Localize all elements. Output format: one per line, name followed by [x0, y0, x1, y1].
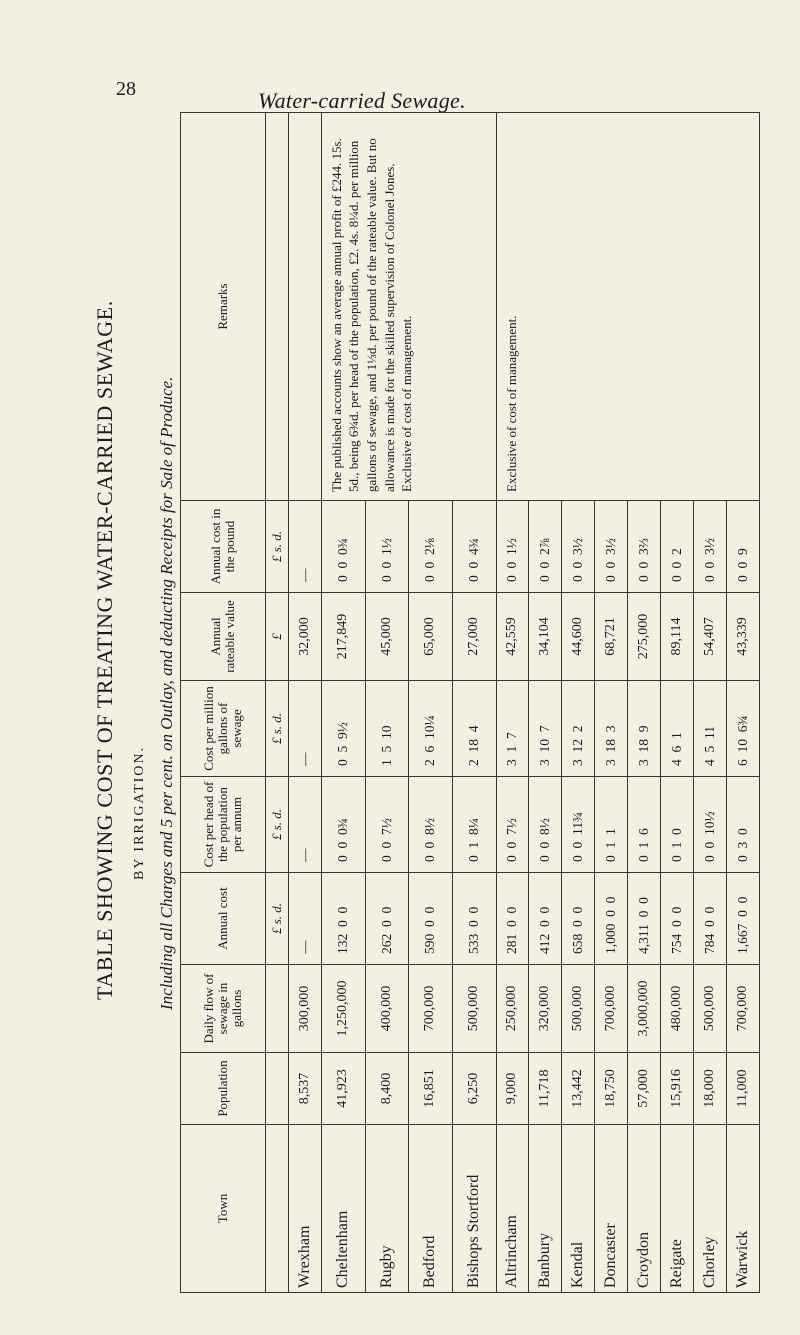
cell-cost-pound: 0 0 2: [661, 501, 694, 593]
cell-town: Doncaster: [595, 1125, 628, 1293]
cell-rateable: 275,000: [628, 593, 661, 681]
cell-cost-head: 0 1 1: [595, 777, 628, 873]
cell-town: Warwick: [726, 1125, 759, 1293]
table-row: [321, 113, 365, 1293]
cell-population: 18,000: [694, 1053, 727, 1125]
table-row: [289, 113, 322, 1293]
cell-cost-head: 0 1 8¼: [452, 777, 496, 873]
cell-flow: 1,250,000: [321, 965, 365, 1053]
header-town: Town: [181, 1125, 266, 1293]
table-title: TABLE SHOWING COST OF TREATING WATER-CARRIED SEWAGE.: [92, 300, 117, 1000]
cell-cost-pound: 0 0 0¾: [321, 501, 365, 593]
cell-cost-pound: 0 0 2⅞: [529, 501, 562, 593]
cell-cost-million: —: [289, 681, 322, 777]
cell-rateable: 34,104: [529, 593, 562, 681]
cell-rateable: 44,600: [562, 593, 595, 681]
cell-flow: 700,000: [726, 965, 759, 1053]
cell-flow: 700,000: [595, 965, 628, 1053]
cell-cost-head: 0 0 11¾: [562, 777, 595, 873]
cell-cost-pound: 0 0 9: [726, 501, 759, 593]
cell-population: 15,916: [661, 1053, 694, 1125]
cell-rateable: 43,339: [726, 593, 759, 681]
cell-rateable: 65,000: [409, 593, 453, 681]
cell-town: Altrincham: [496, 1125, 529, 1293]
cell-flow: 480,000: [661, 965, 694, 1053]
cell-cost-million: 3 18 9: [628, 681, 661, 777]
cell-remarks-cheltenham-group: [321, 113, 496, 501]
remark-exclusive-note: Exclusive of cost of management.: [503, 315, 519, 492]
cell-population: 9,000: [496, 1053, 529, 1125]
remark-exclusive-note: Exclusive of cost of management.: [399, 315, 415, 492]
cell-rateable: 32,000: [289, 593, 322, 681]
cell-population: 16,851: [409, 1053, 453, 1125]
cell-town: Rugby: [365, 1125, 409, 1293]
cell-flow: 400,000: [365, 965, 409, 1053]
cell-population: 8,537: [289, 1053, 322, 1125]
cell-cost-head: 0 0 10½: [694, 777, 727, 873]
cell-cost-pound: 0 0 1½: [365, 501, 409, 593]
cell-annual-cost: 281 0 0: [496, 873, 529, 965]
header-cost-million: Cost per million gallons of sewage: [181, 681, 266, 777]
cell-cost-million: 3 10 7: [529, 681, 562, 777]
cell-cost-pound: 0 0 3½: [562, 501, 595, 593]
cell-annual-cost: 658 0 0: [562, 873, 595, 965]
cell-population: 57,000: [628, 1053, 661, 1125]
cell-flow: 320,000: [529, 965, 562, 1053]
table-caption: Including all Charges and 5 per cent. on Outlay, and deducting Receipts for Sale of Produce.: [157, 376, 176, 1010]
cell-town: Cheltenham: [321, 1125, 365, 1293]
cell-annual-cost: 412 0 0: [529, 873, 562, 965]
cost-table: [180, 112, 760, 1293]
cell-population: 18,750: [595, 1053, 628, 1125]
cell-cost-million: 3 1 7: [496, 681, 529, 777]
cell-town: Bedford: [409, 1125, 453, 1293]
cell-rateable: 27,000: [452, 593, 496, 681]
cell-cost-head: 0 0 0¾: [321, 777, 365, 873]
units-row: [266, 113, 289, 1293]
cell-town: Wrexham: [289, 1125, 322, 1293]
cell-cost-million: 4 5 11: [694, 681, 727, 777]
unit-blank: [266, 965, 289, 1053]
cell-annual-cost: 784 0 0: [694, 873, 727, 965]
unit-blank: [266, 1125, 289, 1293]
cell-cost-pound: 0 0 4¾: [452, 501, 496, 593]
header-flow: Daily flow of sewage in gallons: [181, 965, 266, 1053]
cell-rateable: 42,559: [496, 593, 529, 681]
cell-cost-pound: 0 0 2⅛: [409, 501, 453, 593]
cell-population: 6,250: [452, 1053, 496, 1125]
cell-rateable: 54,407: [694, 593, 727, 681]
cell-flow: 250,000: [496, 965, 529, 1053]
cell-flow: 500,000: [694, 965, 727, 1053]
cell-cost-head: 0 3 0: [726, 777, 759, 873]
cell-cost-pound: 0 0 3⅔: [628, 501, 661, 593]
cell-rateable: 89,114: [661, 593, 694, 681]
cell-cost-head: 0 1 6: [628, 777, 661, 873]
cell-population: 11,718: [529, 1053, 562, 1125]
cell-rateable: 217,849: [321, 593, 365, 681]
cell-cost-million: 3 12 2: [562, 681, 595, 777]
cell-remarks-lower-group: [496, 113, 760, 501]
header-rateable: Annual rateable value: [181, 593, 266, 681]
cell-annual-cost: 533 0 0: [452, 873, 496, 965]
table-row: [496, 113, 529, 1293]
cell-population: 13,442: [562, 1053, 595, 1125]
cell-cost-million: 6 10 6¾: [726, 681, 759, 777]
cell-annual-cost: 1,000 0 0: [595, 873, 628, 965]
header-population: Population: [181, 1053, 266, 1125]
cell-cost-pound: 0 0 3½: [694, 501, 727, 593]
cell-annual-cost: 132 0 0: [321, 873, 365, 965]
cell-cost-head: 0 0 7½: [365, 777, 409, 873]
cell-annual-cost: 590 0 0: [409, 873, 453, 965]
unit-rateable: £: [266, 593, 289, 681]
cell-town: Banbury: [529, 1125, 562, 1293]
unit-blank: [266, 113, 289, 501]
unit-cost-head: £ s. d.: [266, 777, 289, 873]
header-row: [181, 113, 266, 1293]
cell-rateable: 45,000: [365, 593, 409, 681]
header-cost-head: Cost per head of the population per annum: [181, 777, 266, 873]
cell-annual-cost: 1,667 0 0: [726, 873, 759, 965]
cell-flow: 500,000: [452, 965, 496, 1053]
unit-annual-cost: £ s. d.: [266, 873, 289, 965]
cell-town: Kendal: [562, 1125, 595, 1293]
cell-annual-cost: 754 0 0: [661, 873, 694, 965]
cell-town: Chorley: [694, 1125, 727, 1293]
cell-annual-cost: 4,311 0 0: [628, 873, 661, 965]
unit-cost-million: £ s. d.: [266, 681, 289, 777]
table-body: [289, 113, 760, 1293]
cell-remarks-blank: [289, 113, 322, 501]
cell-rateable: 68,721: [595, 593, 628, 681]
cell-cost-head: 0 1 0: [661, 777, 694, 873]
running-head: Water-carried Sewage.: [258, 88, 466, 113]
cell-cost-pound: 0 0 1½: [496, 501, 529, 593]
table-subtitle: BY IRRIGATION.: [132, 745, 147, 880]
cell-cost-million: 3 18 3: [595, 681, 628, 777]
cell-cost-million: 0 5 9½: [321, 681, 365, 777]
cell-cost-pound: —: [289, 501, 322, 593]
cell-flow: 300,000: [289, 965, 322, 1053]
cell-cost-million: 1 5 10: [365, 681, 409, 777]
cell-cost-million: 2 6 10¼: [409, 681, 453, 777]
cell-town: Croydon: [628, 1125, 661, 1293]
cell-town: Reigate: [661, 1125, 694, 1293]
header-annual-cost: Annual cost: [181, 873, 266, 965]
cell-flow: 700,000: [409, 965, 453, 1053]
cell-town: Bishops Stortford: [452, 1125, 496, 1293]
cell-cost-head: 0 0 8½: [529, 777, 562, 873]
cell-cost-million: 4 6 1: [661, 681, 694, 777]
page-number: 28: [116, 78, 136, 100]
cell-flow: 500,000: [562, 965, 595, 1053]
cell-population: 8,400: [365, 1053, 409, 1125]
header-cost-pound: Annual cost in the pound: [181, 501, 266, 593]
header-remarks: Remarks: [181, 113, 266, 501]
cell-cost-pound: 0 0 3½: [595, 501, 628, 593]
cost-table-wrapper: [180, 113, 760, 1293]
cell-population: 11,000: [726, 1053, 759, 1125]
unit-blank: [266, 1053, 289, 1125]
cell-annual-cost: —: [289, 873, 322, 965]
cell-cost-million: 2 18 4: [452, 681, 496, 777]
cell-cost-head: 0 0 7½: [496, 777, 529, 873]
cell-annual-cost: 262 0 0: [365, 873, 409, 965]
cell-population: 41,923: [321, 1053, 365, 1125]
cell-cost-head: 0 0 8½: [409, 777, 453, 873]
remark-profit-note: The published accounts show an average annual profit of £244. 15s. 5d., being 6¾d. per head of the population, £2. 4s. 8¼d. per million gallons of sewage, and 1⅓d. per pound of the rateable value. But no allowance is made for the skilled supervision of Colonel Jones.: [328, 138, 397, 492]
unit-cost-pound: £ s. d.: [266, 501, 289, 593]
cell-cost-head: —: [289, 777, 322, 873]
cell-flow: 3,000,000: [628, 965, 661, 1053]
